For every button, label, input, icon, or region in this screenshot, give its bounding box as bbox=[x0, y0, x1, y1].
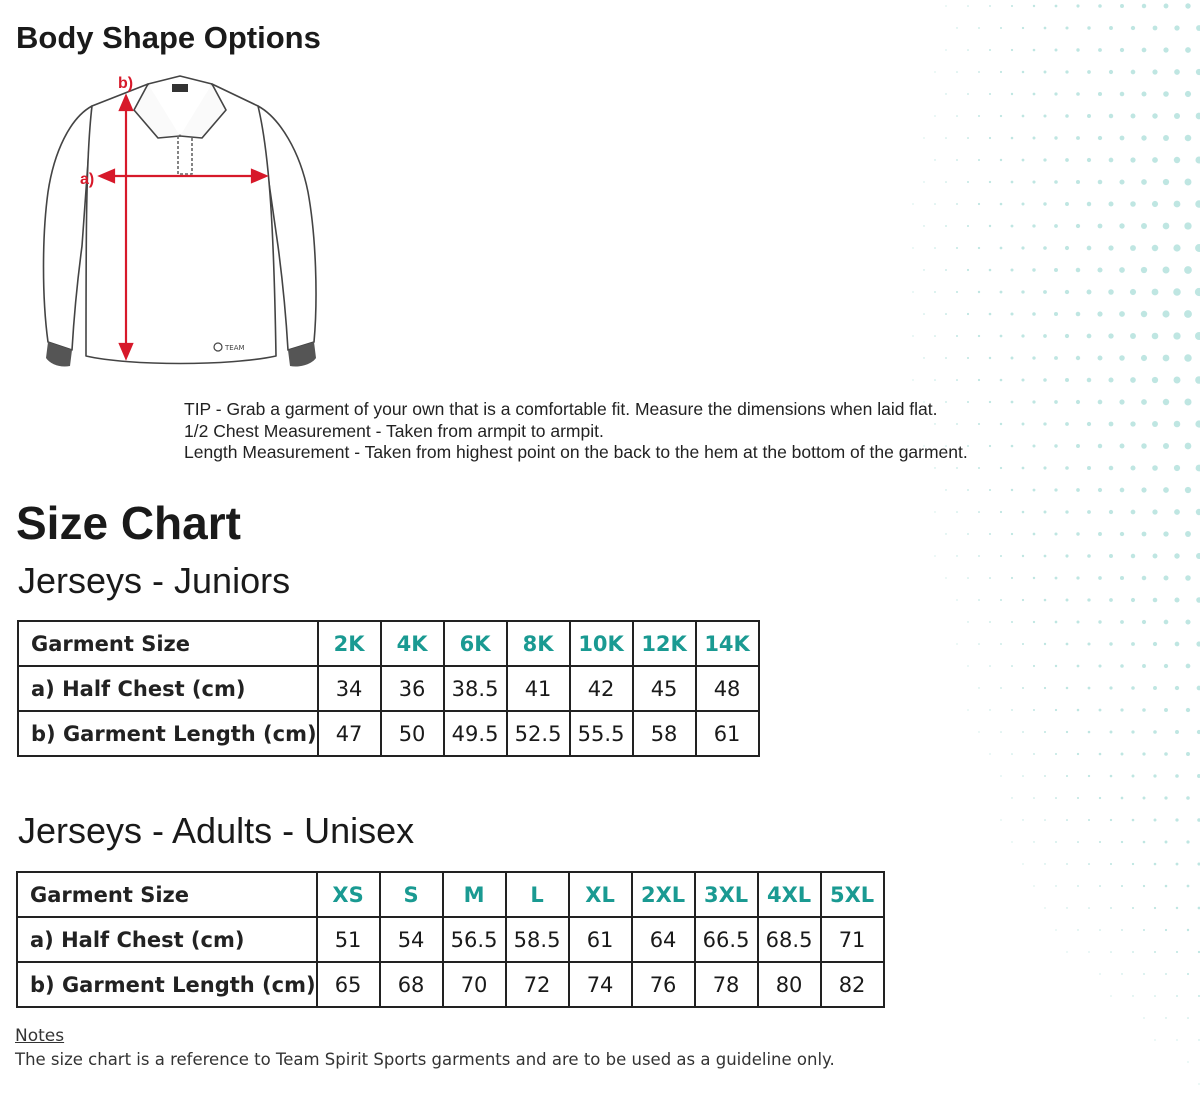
length-measurement-line: Length Measurement - Taken from highest point on the back to the hem at the bottom of the garment. bbox=[184, 442, 968, 462]
size-header: 5XL bbox=[821, 872, 884, 917]
garment-length-cell: 65 bbox=[317, 962, 380, 1007]
garment-length-cell: 50 bbox=[381, 711, 444, 756]
garment-length-cell: 58 bbox=[633, 711, 696, 756]
garment-length-cell: 76 bbox=[632, 962, 695, 1007]
half-chest-cell: 71 bbox=[821, 917, 884, 962]
half-chest-cell: 51 bbox=[317, 917, 380, 962]
garment-length-cell: 70 bbox=[443, 962, 506, 1007]
adults-title: Jerseys - Adults - Unisex bbox=[18, 810, 415, 851]
label-a: a) bbox=[80, 171, 95, 188]
size-header: 8K bbox=[507, 621, 570, 666]
adults-size-table bbox=[16, 871, 885, 1008]
tip-line: TIP - Grab a garment of your own that is a comfortable fit. Measure the dimensions when laid flat. bbox=[184, 399, 938, 419]
table-row bbox=[17, 962, 884, 1007]
size-header: 3XL bbox=[695, 872, 758, 917]
row-label: b) Garment Length (cm) bbox=[18, 711, 318, 756]
size-header: L bbox=[506, 872, 569, 917]
garment-length-cell: 72 bbox=[506, 962, 569, 1007]
left-sleeve bbox=[44, 106, 93, 350]
chest-measurement-line: 1/2 Chest Measurement - Taken from armpit to armpit. bbox=[184, 420, 604, 441]
juniors-title: Jerseys - Juniors bbox=[18, 560, 291, 601]
garment-length-cell: 55.5 bbox=[570, 711, 633, 756]
half-chest-cell: 54 bbox=[380, 917, 443, 962]
size-header: 4XL bbox=[758, 872, 821, 917]
garment-length-cell: 74 bbox=[569, 962, 632, 1007]
garment-length-cell: 78 bbox=[695, 962, 758, 1007]
garment-length-cell: 82 bbox=[821, 962, 884, 1007]
notes-text: The size chart is a reference to Team Spirit Sports garments and are to be used as a guideline only. bbox=[15, 1050, 835, 1069]
garment-length-cell: 61 bbox=[696, 711, 759, 756]
half-chest-cell: 48 bbox=[696, 666, 759, 711]
garment-diagram bbox=[30, 66, 340, 376]
half-chest-cell: 61 bbox=[569, 917, 632, 962]
row-label: a) Half Chest (cm) bbox=[17, 917, 317, 962]
size-header: 12K bbox=[633, 621, 696, 666]
garment-length-cell: 49.5 bbox=[444, 711, 507, 756]
garment-length-cell: 47 bbox=[318, 711, 381, 756]
label-b: b) bbox=[118, 75, 134, 92]
garment-length-cell: 68 bbox=[380, 962, 443, 1007]
table-row bbox=[18, 666, 759, 711]
size-header: 2XL bbox=[632, 872, 695, 917]
half-chest-cell: 64 bbox=[632, 917, 695, 962]
half-chest-cell: 68.5 bbox=[758, 917, 821, 962]
measurement-tips bbox=[184, 399, 968, 464]
row-label: a) Half Chest (cm) bbox=[18, 666, 318, 711]
size-header: S bbox=[380, 872, 443, 917]
body-shape-title: Body Shape Options bbox=[16, 20, 321, 55]
size-header: XS bbox=[317, 872, 380, 917]
size-header: 14K bbox=[696, 621, 759, 666]
row-label: Garment Size bbox=[18, 621, 318, 666]
half-chest-cell: 36 bbox=[381, 666, 444, 711]
table-row bbox=[17, 872, 884, 917]
half-chest-cell: 41 bbox=[507, 666, 570, 711]
size-header: 10K bbox=[570, 621, 633, 666]
half-chest-cell: 42 bbox=[570, 666, 633, 711]
svg-text:TEAM: TEAM bbox=[225, 344, 245, 352]
row-label: Garment Size bbox=[17, 872, 317, 917]
juniors-size-table bbox=[17, 620, 760, 757]
half-chest-cell: 34 bbox=[318, 666, 381, 711]
notes-heading: Notes bbox=[15, 1026, 65, 1046]
table-row bbox=[17, 917, 884, 962]
half-chest-cell: 56.5 bbox=[443, 917, 506, 962]
half-chest-cell: 66.5 bbox=[695, 917, 758, 962]
size-header: 6K bbox=[444, 621, 507, 666]
half-chest-cell: 38.5 bbox=[444, 666, 507, 711]
size-header: M bbox=[443, 872, 506, 917]
size-header: 2K bbox=[318, 621, 381, 666]
row-label: b) Garment Length (cm) bbox=[17, 962, 317, 1007]
garment-length-cell: 52.5 bbox=[507, 711, 570, 756]
table-row bbox=[18, 711, 759, 756]
size-header: 4K bbox=[381, 621, 444, 666]
table-row bbox=[18, 621, 759, 666]
half-chest-cell: 58.5 bbox=[506, 917, 569, 962]
half-chest-cell: 45 bbox=[633, 666, 696, 711]
garment-length-cell: 80 bbox=[758, 962, 821, 1007]
size-header: XL bbox=[569, 872, 632, 917]
size-chart-title: Size Chart bbox=[16, 497, 241, 549]
